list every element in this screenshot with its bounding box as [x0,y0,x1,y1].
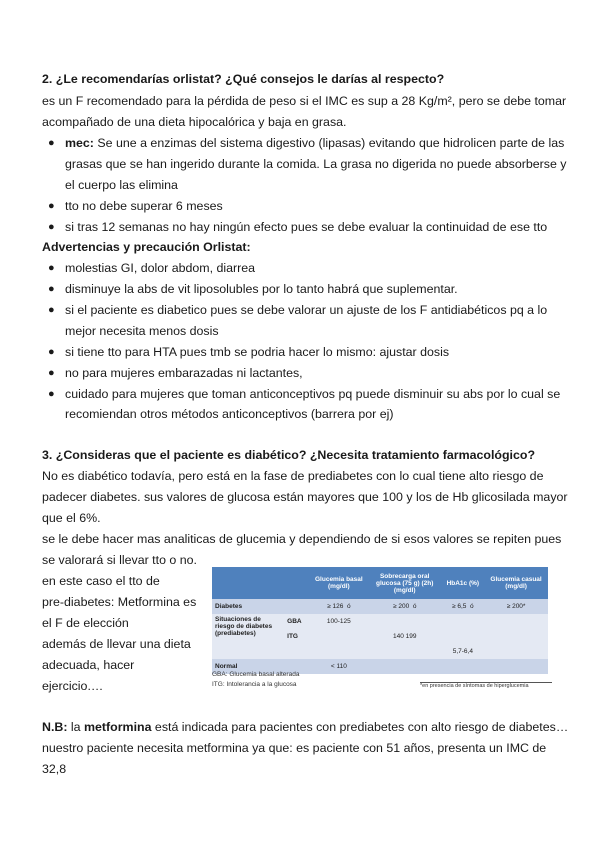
warning-4: si tiene tto para HTA pues tmb se podria hacer lo mismo: ajustar dosis [65,345,450,359]
cell [368,644,442,659]
section-2-title: 2. ¿Le recomendarías orlistat? ¿Qué consejos le darías al respecto? [42,72,445,86]
cell: ≥ 6,5 ó [442,599,485,614]
side-text-5: adecuada, hacer [42,658,135,672]
warning-5: no para mujeres embarazadas ni lactantes, [65,366,303,380]
nb-line-1 [42,719,568,735]
nb-drug: metformina [84,720,152,734]
row-label-itg: ITG [284,629,310,644]
bullet-icon: ● [48,221,55,233]
section-3-p1-line-1: No es diabético todavía, pero está en la fase de prediabetes con lo cual tiene alto riesgo de [42,469,544,483]
section-3-p2-line-2: se valorará si llevar tto o no. [42,553,197,567]
bullet-duration: tto no debe superar 6 meses [65,199,223,213]
side-text-2: pre-diabetes: Metformina es [42,595,197,609]
bullet-icon: ● [48,304,55,316]
side-text-1: en este caso el tto de [42,574,160,588]
mechanism-line-1 [65,135,564,151]
warning-2: disminuye la abs de vit liposolubles por lo tanto habrá que suplementar. [65,282,458,296]
cell [442,659,485,674]
cell [284,644,310,659]
section-3-p2-line-1: se le debe hacer mas analiticas de glucemia y dependiendo de si esos valores se repiten pues [42,532,562,546]
row-label-risk: Situaciones de riesgo de diabetes (prediabetes) [212,614,284,659]
cell: ≥ 126 ó [310,599,368,614]
table-row-diabetes [212,599,548,614]
mechanism-line-3: el cuerpo las elimina [65,178,178,192]
table-header-overload: Sobrecarga oral glucosa (75 g) (2h) (mg/dl) [368,567,442,599]
table-header-casual: Glucemia casual (mg/dl) [484,567,548,599]
cell [484,629,548,644]
section-3-p1-line-2: padecer diabetes. sus valores de glucosa están mayores que 100 y los de Hb glicosilada mayor [42,490,568,504]
table-header-empty-2 [284,567,310,599]
nb-label: N.B: [42,720,68,734]
bullet-icon: ● [48,283,55,295]
cell: 100-125 [310,614,368,629]
cell [368,659,442,674]
cell [310,644,368,659]
cell [484,614,548,629]
table-header-hba1c: HbA1c (%) [442,567,485,599]
warning-1: molestias GI, dolor abdom, diarrea [65,261,256,275]
mechanism-text: Se une a enzimas del sistema digestivo (lipasas) evitando que hidrolicen parte de las [93,136,565,150]
cell [442,629,485,644]
cell [484,659,548,674]
warning-6-line-2: recomiendan otros métodos anticonceptivos (barrera por ej) [65,407,394,421]
cell: 140 199 [368,629,442,644]
warning-3-line-1: si el paciente es diabetico pues se debe valorar un ajuste de los F antidiabéticos pq a lo [65,303,548,317]
mechanism-line-2: grasas que se han ingerido durante la comida. La grasa no digerida no puede absorberse y [65,157,567,171]
bullet-icon: ● [48,262,55,274]
warnings-title: Advertencias y precaución Orlistat: [42,240,251,254]
bullet-icon: ● [48,346,55,358]
bullet-evaluation: si tras 12 semanas no hay ningún efecto pues se debe evaluar la continuidad de ese tto [65,220,548,234]
table-footnote: *en presencia de síntomas de hiperglucemia [420,682,552,690]
side-text-6: ejercicio.… [42,679,104,693]
warning-3-line-2: mejor necesita menos dosis [65,324,219,338]
row-label-gba: GBA [284,614,310,629]
table-legend-gba: GBA: Glucemia basal alterada [212,671,300,678]
row-label-diabetes: Diabetes [212,599,310,614]
side-text-3: el F de elección [42,616,129,630]
row-label-normal: Normal [212,659,310,674]
side-text-4: además de llevar una dieta [42,637,191,651]
table-header-basal: Glucemia basal (mg/dl) [310,567,368,599]
cell: ≥ 200* [484,599,548,614]
cell [442,614,485,629]
bullet-icon: ● [48,388,55,400]
warning-6-line-1: cuidado para mujeres que toman anticonceptivos pq puede disminuir su abs por lo cual se [65,387,561,401]
bullet-icon: ● [48,200,55,212]
bullet-icon: ● [48,367,55,379]
cell [310,629,368,644]
section-2-intro-line-1: es un F recomendado para la pérdida de peso si el IMC es sup a 28 Kg/m², pero se debe tomar [42,94,567,108]
cell: < 110 [310,659,368,674]
nb-line-2: nuestro paciente necesita metformina ya que: es paciente con 51 años, presenta un IMC de [42,741,547,755]
mechanism-label: mec: [65,136,94,150]
table-row-gba [212,614,548,629]
cell: ≥ 200 ó [368,599,442,614]
nb-text: la [67,720,84,734]
cell [484,644,548,659]
section-2-intro-line-2: acompañado de una dieta hipocalórica y baja en grasa. [42,115,347,129]
section-3-p1-line-3: que el 6%. [42,511,101,525]
table-header-empty [212,567,284,599]
nb-text-2: está indicada para pacientes con prediabetes con alto riesgo de diabetes… [151,720,569,734]
bullet-icon: ● [48,137,55,149]
section-3-title: 3. ¿Consideras que el paciente es diabético? ¿Necesita tratamiento farmacológico? [42,448,536,462]
cell [368,614,442,629]
nb-line-3: 32,8 [42,762,67,776]
table-legend-itg: ITG: Intolerancia a la glucosa [212,681,297,688]
cell: 5,7-6,4 [442,644,485,659]
